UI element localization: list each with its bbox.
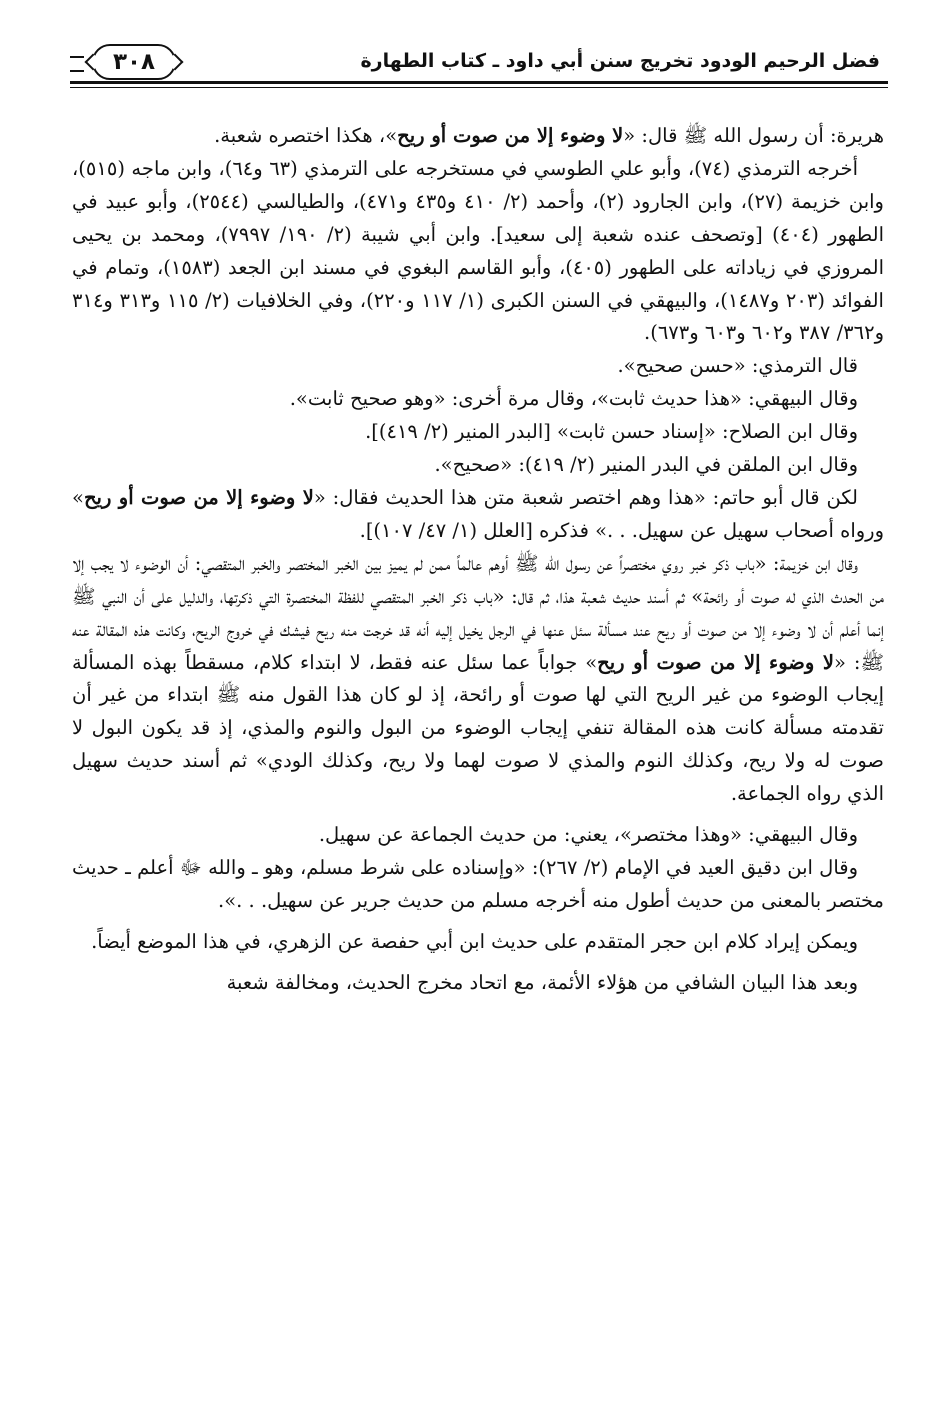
paragraph: هريرة: أن رسول الله ﷺ قال: «لا وضوء إلا من صوت أو ريح»، هكذا اختصره شعبة. [214, 124, 884, 147]
paragraph: قال الترمذي: «حسن صحيح». [617, 354, 858, 378]
paragraph: وبعد هذا البيان الشافي من هؤلاء الأئمة، مع اتحاد مخرج الحديث، ومخالفة شعبة [226, 970, 858, 994]
header-ornament [70, 56, 84, 72]
page-header [70, 44, 888, 94]
paragraph: ويمكن إيراد كلام ابن حجر المتقدم على حديث ابن أبي حفصة عن الزهري، في هذا الموضع أيضاً. [91, 929, 858, 953]
paragraph: وقال البيهقي: «وهذا مختصر»، يعني: من حديث الجماعة عن سهيل. [318, 823, 858, 847]
running-title: فضل الرحيم الودود تخريج سنن أبي داود ـ كتاب الطهارة [360, 50, 880, 72]
paragraph: أخرجه الترمذي (٧٤)، وأبو علي الطوسي في مستخرجه على الترمذي (٦٣ و٦٤)، وابن ماجه (٥١٥)، وابن خزيمة (٢٧)، وابن الجارود (٢)، وأحمد (٢/ ٤١٠ و٤٣٥ و٤٧١)، والطيالسي (٢٥٤٤)، وأبو عبيد في الطهور (٤٠٤) [وتصحف عنده شعبة إلى سعيد]. وابن أبي شيبة (٢/ ١٩٠/ ٧٩٩٧)، ومحمد بن يحيى المروزي في زياداته على الطهور (٤٠٥)، وأبو القاسم البغوي في مسند ابن الجعد (١٥٨٣)، وتمام في الفوائد (٢٠٣ و١٤٨٧)، والبيهقي في السنن الكبرى (١/ ١١٧ و٢٢٠)، وفي الخلافيات (٢/ ١١٥ و٣١٣ و٣١٤ و٣٦٢/ ٣٨٧ و٦٠٢ و٦٠٣ و٦٧٣). [72, 156, 884, 345]
paragraph: وقال ابن خزيمة: «باب ذكر خبر روي مختصراً عن رسول الله ﷺ أوهم عالماً ممن لم يميز بين الخبر المختصر والخبر المتقصي: أن الوضوء لا يجب إلا من الحدث الذي له صوت أو رائحة» ثم أسند حديث شعبة هذا، ثم قال: «باب ذكر الخبر المتقصي للفظة المختصرة التي ذكرتها، والدليل على أن النبي ﷺ إنما أعلم أن لا وضوء إلا من صوت أو ريح عند مسألة سئل عنها في الرجل يخيل إليه أنه قد خرجت منه ريح فيشك في خروج الريح، وكانت هذه المقالة عنه ﷺ: «لا وضوء إلا من صوت أو ريح» جواباً عما سئل عنه فقط، لا ابتداء كلام، مسقطاً بهذه المسألة إيجاب الوضوء من غير الريح التي لها صوت أو رائحة، إذ لو كان هذا القول منه ﷺ ابتداء من غير أن تقدمته مسألة كانت هذه المقالة تنفي إيجاب الوضوء من البول والنوم والمذي، إذ قد يكون البول لا صوت له ولا ريح، وكذلك النوم والمذي لا صوت لهما ولا ريح، وكذلك الودي» ثم أسند حديث سهيل الذي رواه الجماعة. [72, 551, 884, 806]
page-number-badge: ٣٠٨ [92, 44, 176, 80]
paragraph: وقال ابن دقيق العيد في الإمام (٢/ ٢٦٧): «وإسناده على شرط مسلم، وهو ـ والله ﷻ أعلم ـ حديث مختصر بالمعنى من حديث أطول منه أخرجه مسلم من حديث جرير عن سهيل. . .». [72, 855, 884, 912]
paragraph: وقال ابن الصلاح: «إسناد حسن ثابت» [البدر المنير (٢/ ٤١٩)]. [365, 420, 858, 444]
hadith-quote: لا وضوء إلا من صوت أو ريح [83, 485, 314, 509]
header-rule-thin [70, 87, 888, 88]
body-text [72, 120, 884, 1000]
hadith-quote: لا وضوء إلا من صوت أو ريح [597, 650, 834, 674]
header-rule-thick [70, 81, 888, 84]
hadith-quote: لا وضوء إلا من صوت أو ريح [397, 124, 624, 147]
paragraph: وقال البيهقي: «هذا حديث ثابت»، وقال مرة أخرى: «وهو صحيح ثابت». [289, 387, 858, 411]
paragraph: وقال ابن الملقن في البدر المنير (٢/ ٤١٩): «صحيح». [434, 453, 858, 477]
paragraph: لكن قال أبو حاتم: «هذا وهم اختصر شعبة متن هذا الحديث فقال: «لا وضوء إلا من صوت أو ريح» ورواه أصحاب سهيل عن سهيل. . .» فذكره [العلل (١/ ٤٧/ ١٠٧)]. [72, 485, 884, 542]
